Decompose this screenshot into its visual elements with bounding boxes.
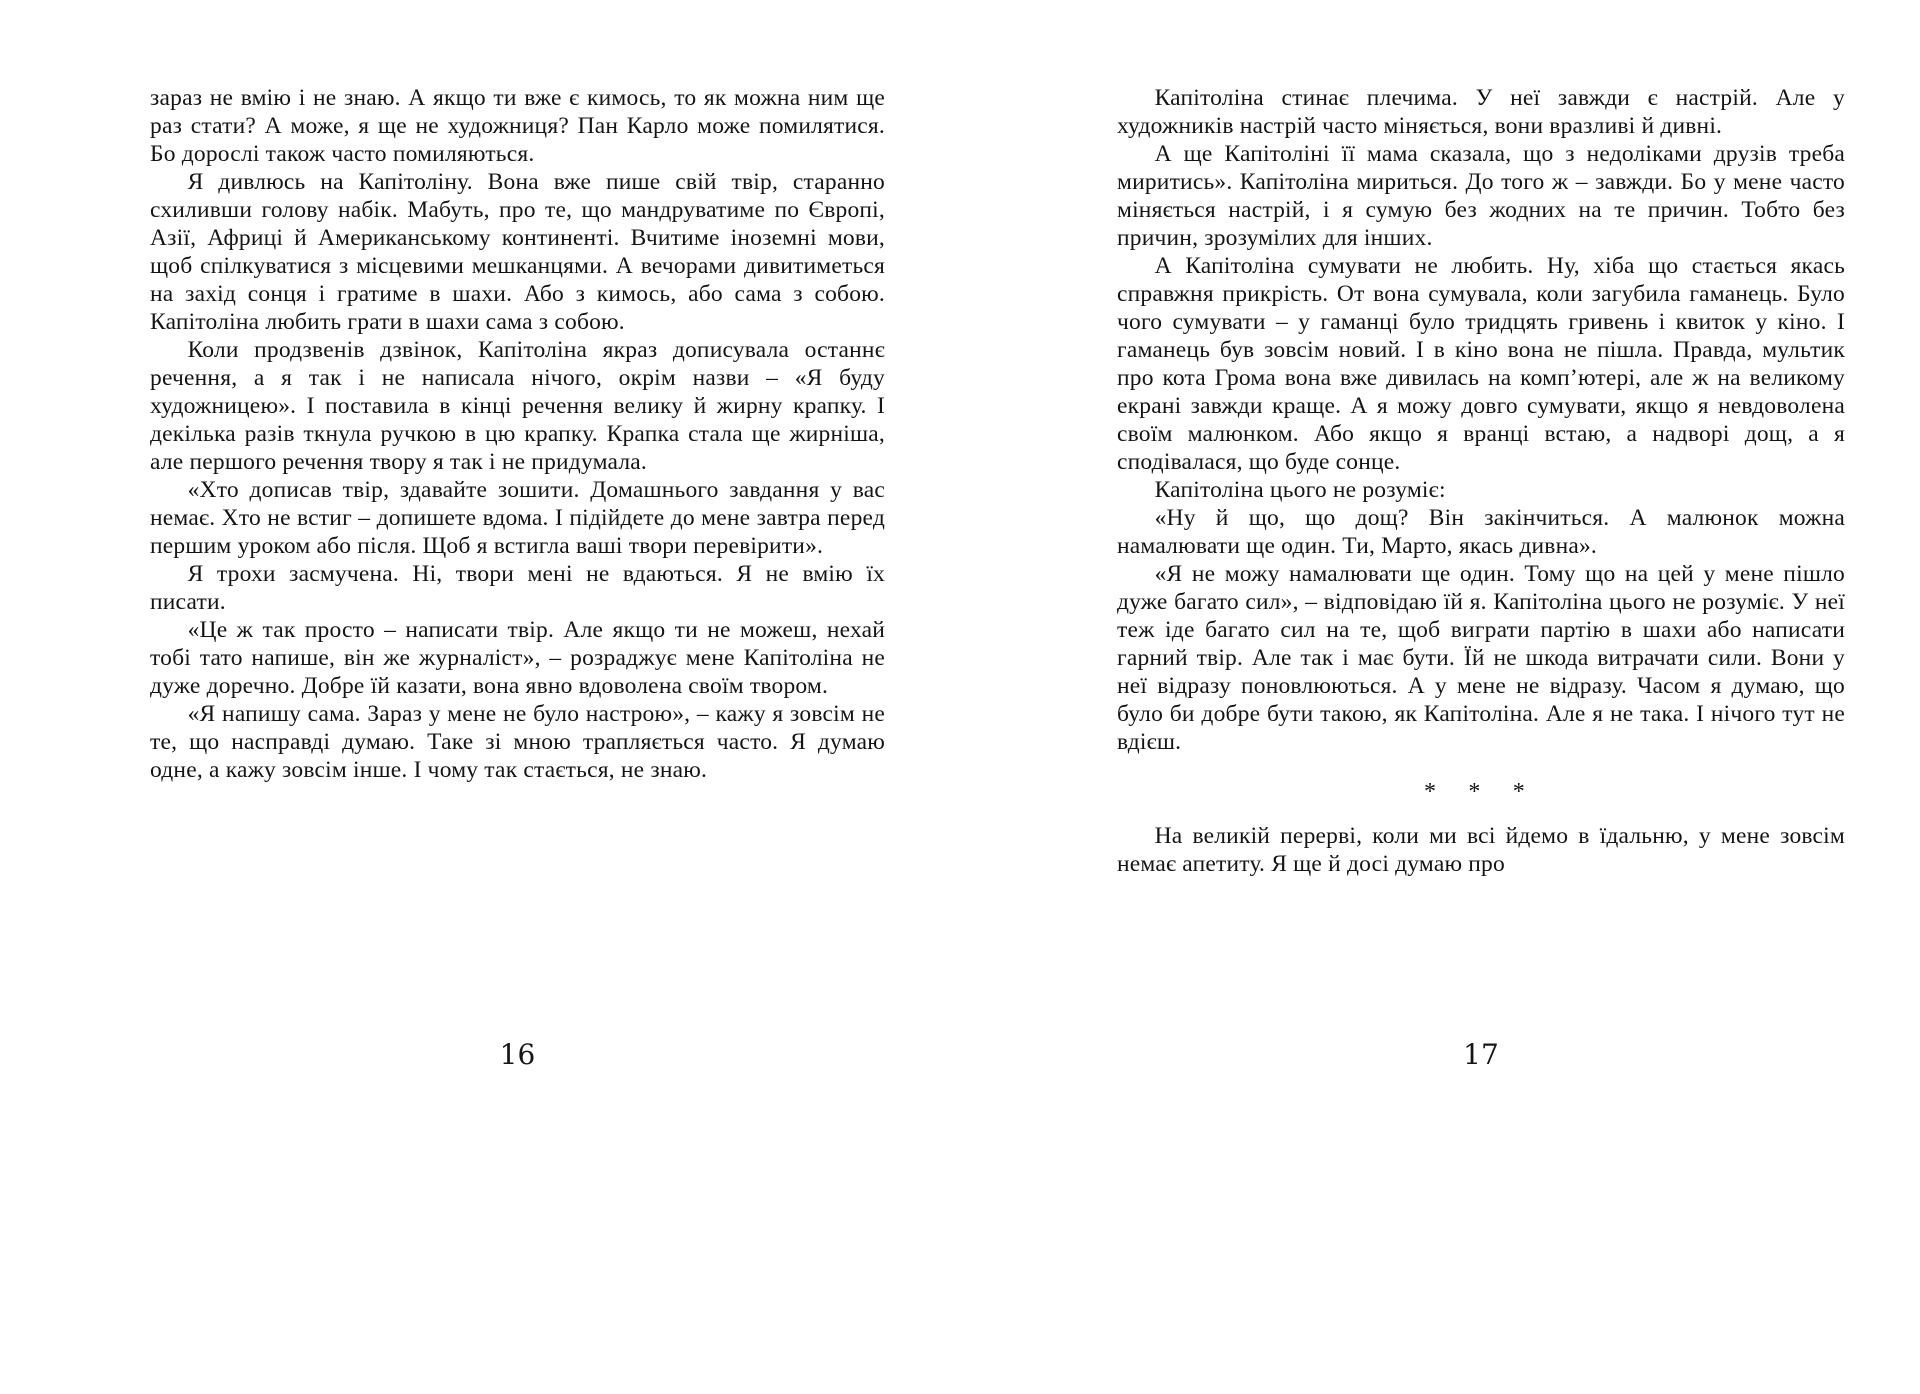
paragraph: На великій перерві, коли ми всі йдемо в їдальню, у мене зовсім немає апетиту. Я ще й досі думаю про	[1117, 823, 1845, 877]
paragraph: Я дивлюсь на Капітоліну. Вона вже пише свій твір, старанно схиливши голову набік. Мабуть, про те, що мандруватиме по Європі, Азії, Африці й Американському континенті. Вчитиме іноземні мови, щоб спілкуватися з місцевими мешканцями. А вечорами дивитиметься на захід сонця і гратиме в шахи. Або з кимось, або сама з собою. Капітоліна любить грати в шахи сама з собою.	[150, 169, 885, 335]
paragraph: «Ну й що, що дощ? Він закінчиться. А малюнок можна намалювати ще один. Ти, Марто, якась дивна».	[1117, 505, 1845, 559]
paragraph: зараз не вмію і не знаю. А якщо ти вже є кимось, то як можна ним ще раз стати? А може, я ще не художниця? Пан Карло може помилятися. Бо дорослі також часто помиляються.	[150, 85, 885, 167]
paragraph: Я трохи засмучена. Ні, твори мені не вдаються. Я не вмію їх писати.	[150, 561, 885, 615]
page-left-text	[150, 84, 885, 784]
paragraph: «Хто дописав твір, здавайте зошити. Домашнього завдання у вас немає. Хто не встиг – допишете вдома. І підійдете до мене завтра перед першим уроком або після. Щоб я встигла ваші твори перевірити».	[150, 477, 885, 559]
paragraph: Коли продзвенів дзвінок, Капітоліна якраз дописувала останнє речення, а я так і не написала нічого, окрім назви – «Я буду художницею». І поставила в кінці речення велику й жирну крапку. І декілька разів ткнула ручкою в цю крапку. Крапка стала ще жирніша, але першого речення твору я так і не придумала.	[150, 337, 885, 475]
paragraph: «Я напишу сама. Зараз у мене не було настрою», – кажу я зовсім не те, що насправді думаю. Таке зі мною трапляється часто. Я думаю одне, а кажу зовсім інше. І чому так стається, не знаю.	[150, 701, 885, 783]
paragraph: «Це ж так просто – написати твір. Але якщо ти не можеш, нехай тобі тато напише, він же журналіст», – розраджує мене Капітоліна не дуже доречно. Добре їй казати, вона явно вдоволена своїм твором.	[150, 617, 885, 699]
page-left	[150, 0, 885, 1394]
page-right	[1117, 0, 1845, 1394]
paragraph: Капітоліна стинає плечима. У неї завжди є настрій. Але у художників настрій часто міняється, вони вразливі й дивні.	[1117, 85, 1845, 139]
paragraph: А Капітоліна сумувати не любить. Ну, хіба що стається якась справжня прикрість. От вона сумувала, коли загубила гаманець. Було чого сумувати – у гаманці було тридцять гривень і квиток у кіно. І гаманець був зовсім новий. І в кіно вона не пішла. Правда, мультик про кота Грома вона вже дивилась на комп’ютері, але ж на великому екрані завжди краще. А я можу довго сумувати, якщо я невдоволена своїм малюнком. Або якщо я вранці встаю, а надворі дощ, а я сподівалася, що буде сонце.	[1117, 253, 1845, 475]
paragraph: Капітоліна цього не розуміє:	[1154, 477, 1446, 503]
section-separator: * * *	[1424, 779, 1538, 805]
paragraph: «Я не можу намалювати ще один. Тому що на цей у мене пішло дуже багато сил», – відповідаю їй я. Капітоліна цього не розуміє. У неї теж іде багато сил на те, щоб виграти партію в шахи або написати гарний твір. Але так і має бути. Їй не шкода витрачати сили. Вони у неї відразу поновлюються. А у мене не відразу. Часом я думаю, що було би добре бути такою, як Капітоліна. Але я не така. І нічого тут не вдієш.	[1117, 561, 1845, 755]
page-number-left: 16	[499, 1038, 536, 1071]
page-right-text	[1117, 84, 1845, 878]
page-number-right: 17	[1463, 1038, 1499, 1071]
paragraph: А ще Капітоліні її мама сказала, що з недоліками друзів треба миритись». Капітоліна мириться. До того ж – завжди. Бо у мене часто міняється настрій, і я сумую без жодних на те причин. Тобто без причин, зрозумілих для інших.	[1117, 141, 1845, 251]
